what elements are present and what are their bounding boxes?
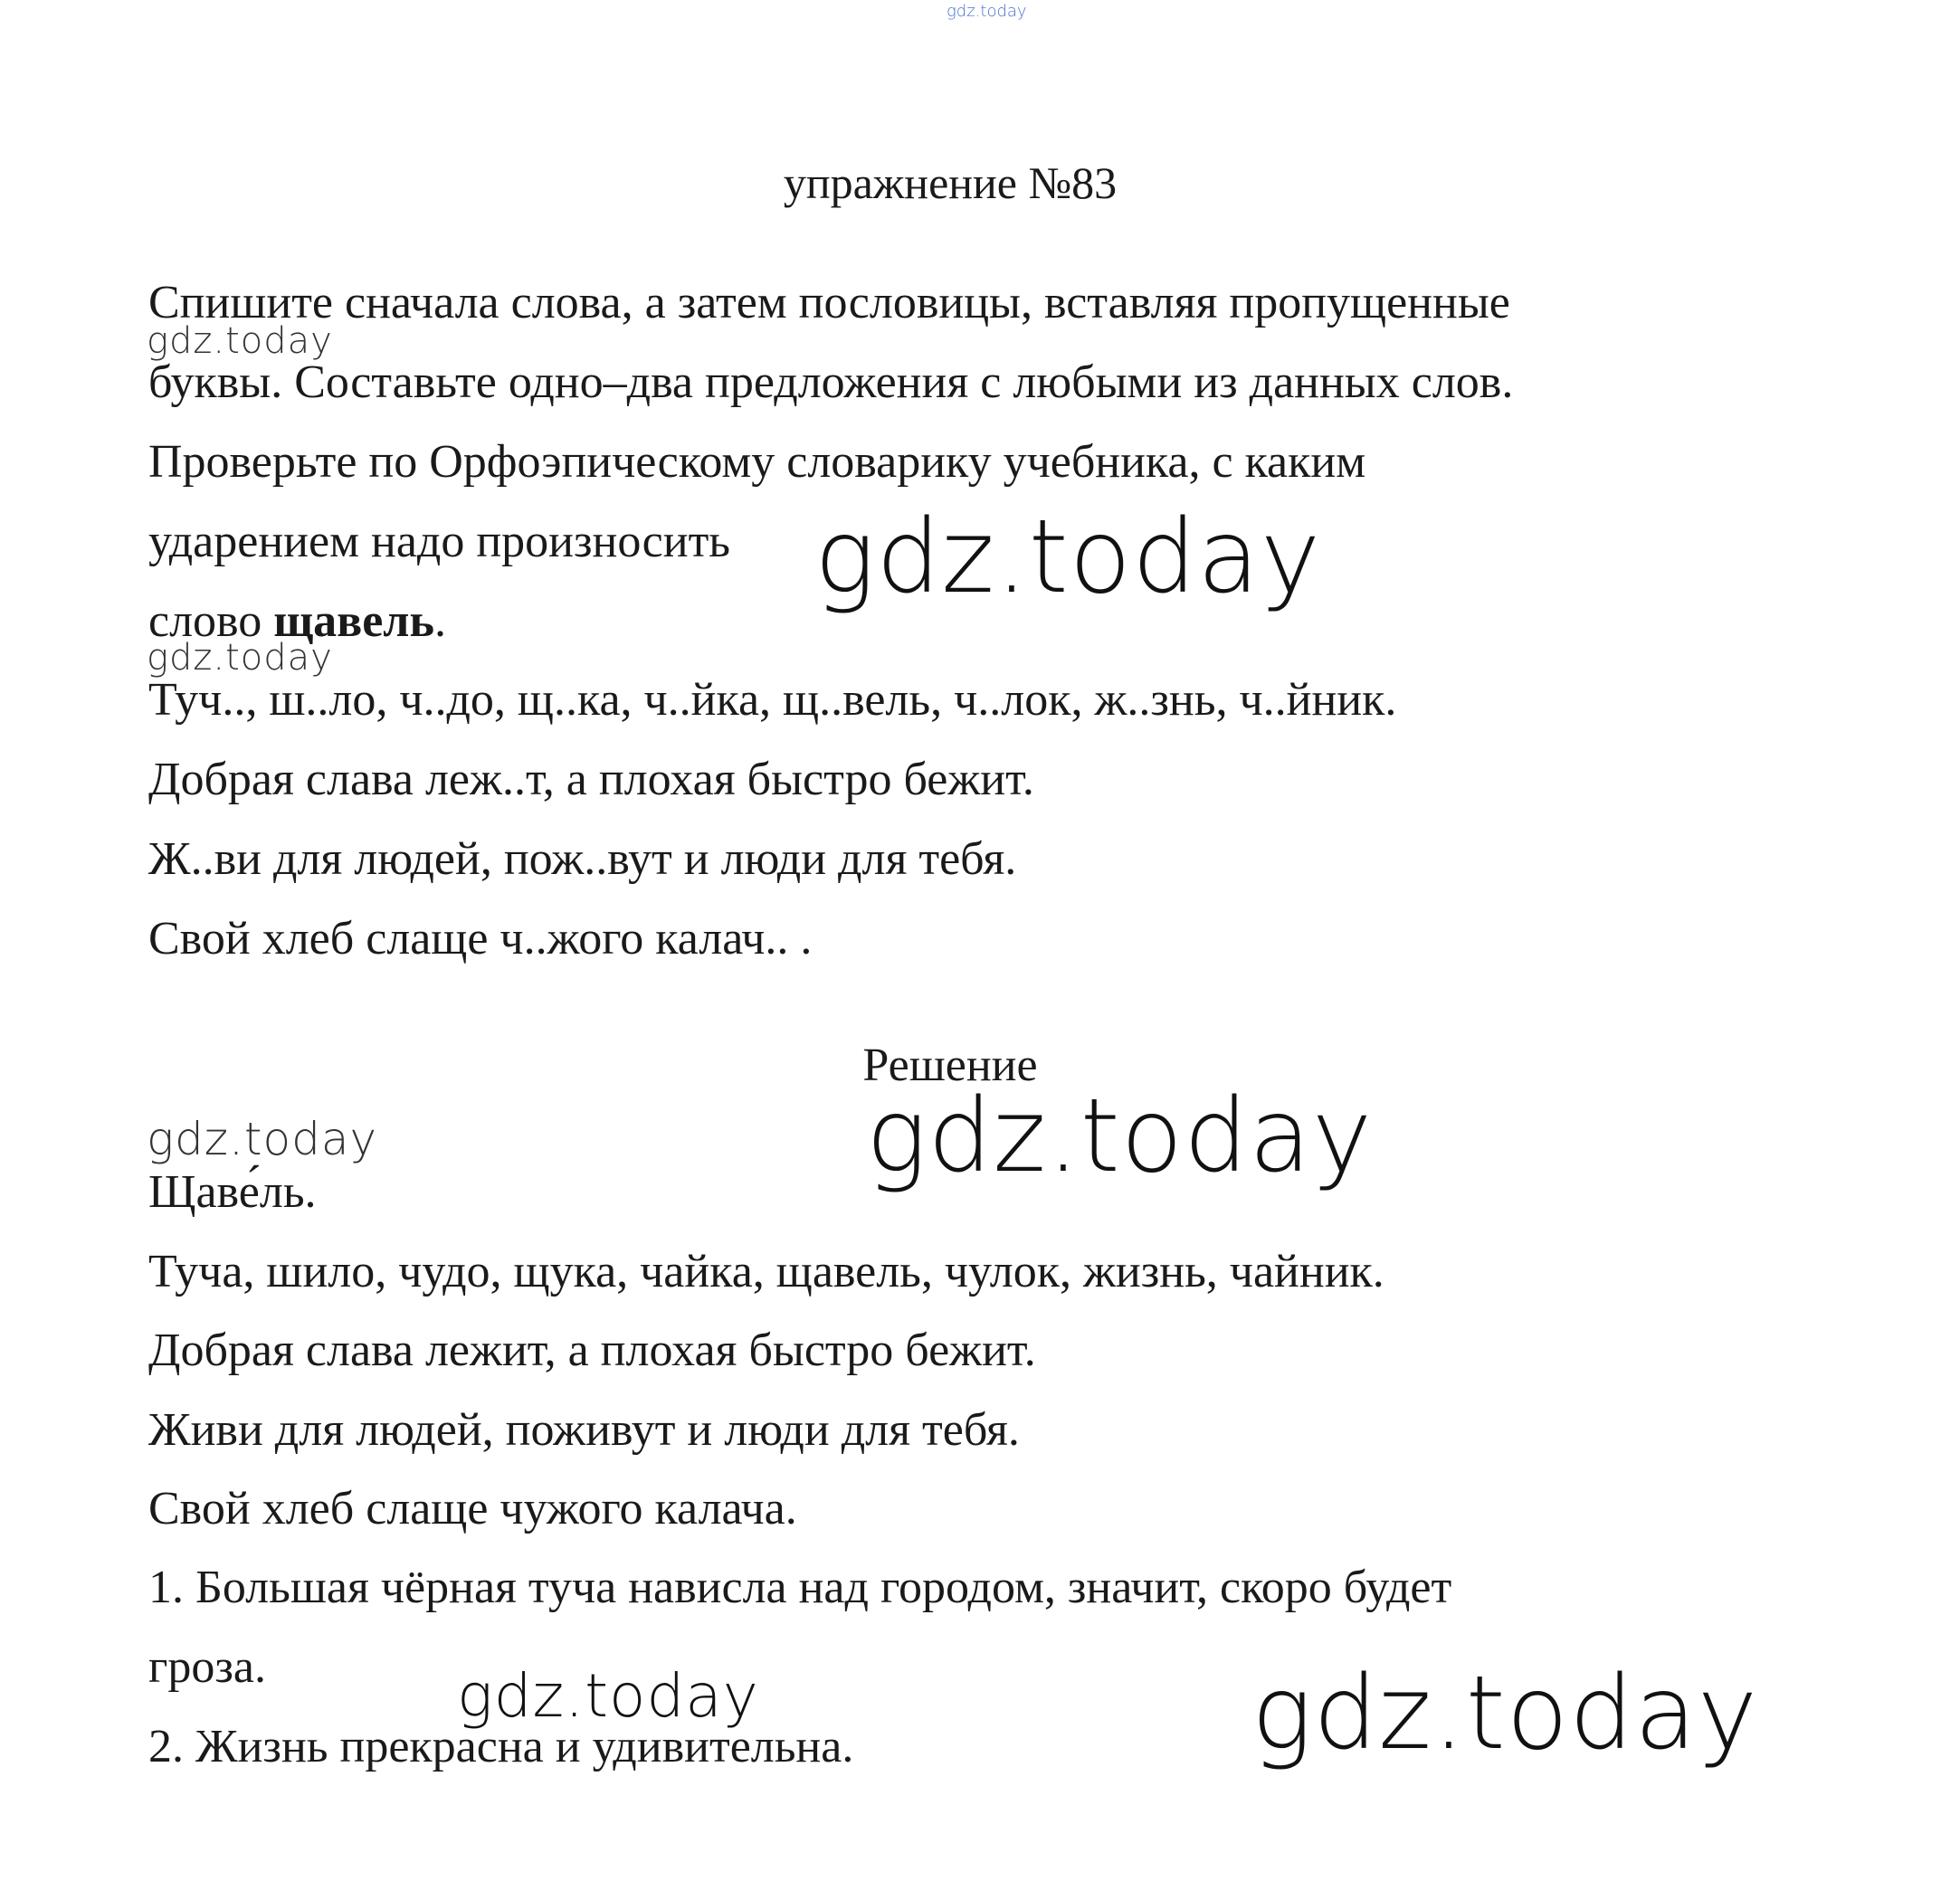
solution-proverb: Свой хлеб слаще чужого калача. <box>148 1483 797 1534</box>
task-line: Проверьте по Орфоэпическому словарику учебника, с каким <box>148 436 1366 488</box>
task-line: Спишите сначала слова, а затем пословицы, вставляя пропущенные <box>148 277 1510 328</box>
task-text: слово <box>148 595 274 647</box>
solution-proverb: Живи для людей, поживут и люди для тебя. <box>148 1404 1020 1456</box>
exercise-proverb: Свой хлеб слаще ч..жого калач.. . <box>148 913 813 964</box>
solution-sentence: 2. Жизнь прекрасна и удивительна. <box>148 1721 854 1772</box>
watermark-small: gdz.today <box>147 637 333 679</box>
watermark-large: gdz.today <box>1251 1655 1759 1772</box>
watermark-large: gdz.today <box>814 499 1322 616</box>
task-key-word: щавель <box>273 595 434 647</box>
exercise-proverb: Добрая слава леж..т, а плохая быстро бежит. <box>148 754 1034 805</box>
solution-proverb: Добрая слава лежит, а плохая быстро бежит. <box>148 1325 1036 1376</box>
solution-title: Решение <box>862 1040 1038 1091</box>
task-line: буквы. Составьте одно–два предложения с любыми из данных слов. <box>148 356 1514 408</box>
task-line: ударением надо произносить <box>148 516 731 567</box>
task-text: . <box>433 595 446 647</box>
watermark-medium: gdz.today <box>457 1661 759 1731</box>
exercise-words: Туч.., ш..ло, ч..до, щ..ка, ч..йка, щ..вель, ч..лок, ж..знь, ч..йник. <box>148 674 1397 726</box>
task-line <box>148 594 446 649</box>
solution-sentence: 1. Большая чёрная туча нависла над городом, значит, скоро будет <box>148 1562 1452 1613</box>
watermark-large: gdz.today <box>866 1078 1374 1195</box>
watermark-medium: gdz.today <box>147 1113 378 1165</box>
watermark-top: gdz.today <box>947 2 1027 21</box>
exercise-title: упражнение №83 <box>783 157 1118 208</box>
solution-sentence: гроза. <box>148 1641 266 1693</box>
solution-words: Туча, шило, чудо, щука, чайка, щавель, чулок, жизнь, чайник. <box>148 1246 1384 1297</box>
exercise-proverb: Ж..ви для людей, пож..вут и люди для тебя. <box>148 833 1017 885</box>
watermark-small: gdz.today <box>147 320 333 362</box>
solution-stress: Щаве́ль. <box>148 1166 317 1218</box>
